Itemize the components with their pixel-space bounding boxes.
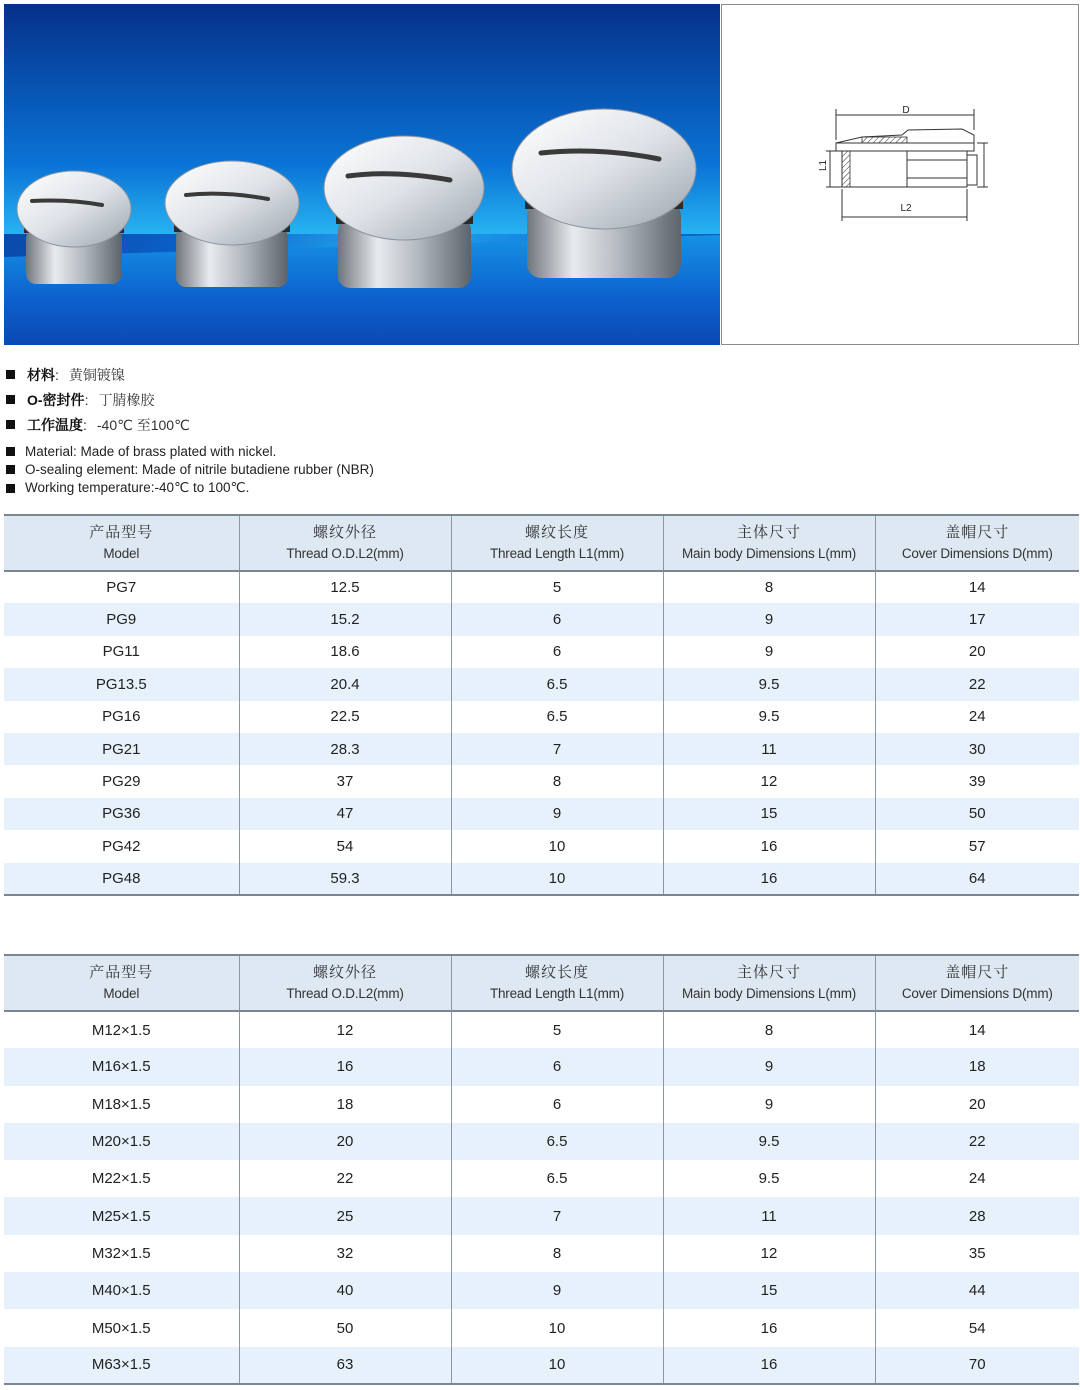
table-cell: 16 [663, 830, 875, 862]
table-cell: 50 [239, 1309, 451, 1346]
column-header-cn: 螺纹长度 [524, 963, 589, 981]
table-cell: 9 [451, 798, 663, 830]
bullet-icon [6, 420, 15, 429]
spec-separator: : [84, 391, 89, 408]
table-row [4, 603, 1079, 635]
table-body [4, 1011, 1079, 1384]
table-cell: 24 [875, 701, 1079, 733]
label-d: D [902, 105, 910, 116]
column-header [239, 515, 451, 571]
column-header-en: Thread Length L1(mm) [489, 986, 625, 1001]
table-cell: 15.2 [239, 603, 451, 635]
column-header [875, 515, 1079, 571]
column-header-en: Thread O.D.L2(mm) [286, 546, 404, 561]
column-header-en: Model [103, 986, 140, 1001]
table-cell: 8 [663, 1011, 875, 1048]
pg-size-table [4, 514, 1079, 896]
table-header-row [4, 515, 1079, 571]
table-row [4, 1309, 1079, 1346]
table-cell: 30 [875, 733, 1079, 765]
table-cell: 8 [451, 1235, 663, 1272]
table-cell: 22 [875, 668, 1079, 700]
column-header-en: Main body Dimensions L(mm) [681, 546, 857, 561]
spec-en-material [6, 442, 706, 461]
table-cell: 32 [239, 1235, 451, 1272]
table-cell: 22 [875, 1123, 1079, 1160]
table-cell: 20 [239, 1123, 451, 1160]
table-cell: 12 [239, 1011, 451, 1048]
table-row [4, 765, 1079, 797]
table-cell: 8 [663, 571, 875, 603]
table-cell: PG29 [102, 773, 141, 791]
column-header-cn: 螺纹长度 [524, 523, 589, 541]
table-cell: M25×1.5 [4, 1197, 239, 1234]
table-cell: PG16 [102, 708, 141, 726]
table-cell: M18×1.5 [91, 1095, 151, 1113]
table-cell: 28 [875, 1197, 1079, 1234]
column-header [663, 955, 875, 1011]
bullet-icon [6, 484, 15, 493]
spec-key: 工作温度 [27, 416, 83, 433]
table-cell: 14 [875, 1011, 1079, 1048]
table-cell: 12 [663, 1235, 875, 1272]
column-header [875, 955, 1079, 1011]
table-cell: 9.5 [663, 1123, 875, 1160]
table-cell: 35 [875, 1235, 1079, 1272]
table-cell: 22.5 [239, 701, 451, 733]
spec-en-seal [6, 461, 706, 480]
column-header [451, 515, 663, 571]
table-cell: 37 [239, 765, 451, 797]
table-cell: PG11 [102, 643, 140, 661]
table-cell: 57 [875, 830, 1079, 862]
plug-small [14, 169, 134, 294]
table-cell: 20.4 [239, 668, 451, 700]
table-row [4, 571, 1079, 603]
column-header [4, 955, 239, 1011]
column-header-cn: 产品型号 [89, 963, 154, 981]
product-photo-banner [4, 4, 720, 345]
table-cell: 9.5 [663, 668, 875, 700]
plug-medium-small [162, 159, 302, 294]
table-cell: 9.5 [663, 1160, 875, 1197]
bullet-icon [6, 370, 15, 379]
table-cell: 50 [875, 798, 1079, 830]
spec-en-text: Material: Made of brass plated with nickel. [25, 443, 277, 459]
column-header-cn: 螺纹外径 [312, 523, 377, 541]
table-cell: 6.5 [451, 1160, 663, 1197]
table-cell: 5 [451, 1011, 663, 1048]
table-cell: PG7 [106, 579, 137, 597]
table-cell: 15 [663, 1272, 875, 1309]
spec-value: 丁腈橡胶 [98, 391, 155, 408]
table-cell: 5 [451, 571, 663, 603]
table-cell: M40×1.5 [4, 1272, 239, 1309]
table-cell: 64 [875, 863, 1079, 895]
column-header-en: Cover Dimensions D(mm) [901, 546, 1053, 561]
column-header-en: Main body Dimensions L(mm) [681, 986, 857, 1001]
column-header-en: Cover Dimensions D(mm) [901, 986, 1053, 1001]
column-header [239, 955, 451, 1011]
specs-english [6, 442, 706, 498]
table-cell: 54 [875, 1309, 1079, 1346]
label-l1: L1 [818, 159, 829, 171]
table-cell: 59.3 [239, 863, 451, 895]
table-cell: M16×1.5 [4, 1048, 239, 1085]
table-row [4, 1347, 1079, 1384]
table-cell: 14 [875, 571, 1079, 603]
plug-large [509, 107, 699, 282]
table-cell: 6 [451, 1086, 663, 1123]
table-cell: 11 [663, 733, 875, 765]
spec-key: 材料 [27, 366, 55, 383]
spec-seal [6, 387, 706, 412]
table-row [4, 701, 1079, 733]
table-cell: 16 [663, 1347, 875, 1384]
table-cell: PG42 [102, 837, 141, 855]
plug-medium-large [322, 134, 487, 294]
table-row [4, 1160, 1079, 1197]
table-row [4, 1272, 1079, 1309]
table-cell: 24 [875, 1160, 1079, 1197]
bullet-icon [6, 465, 15, 474]
table-cell: 54 [239, 830, 451, 862]
table-cell: 7 [451, 733, 663, 765]
table-cell: 9.5 [663, 701, 875, 733]
table-cell: 7 [451, 1197, 663, 1234]
column-header-cn: 盖帽尺寸 [945, 963, 1010, 981]
table-row [4, 1235, 1079, 1272]
table-cell: 9 [663, 603, 875, 635]
spec-separator: : [55, 366, 59, 383]
column-header-en: Model [103, 546, 140, 561]
table-cell: 22 [239, 1160, 451, 1197]
table-cell: 9 [663, 636, 875, 668]
spec-en-text: O-sealing element: Made of nitrile butadiene rubber (NBR) [25, 462, 374, 478]
spec-en-text: Working temperature:-40℃ to 100℃. [25, 480, 250, 496]
column-header [451, 955, 663, 1011]
table-row [4, 830, 1079, 862]
column-header-en: Thread O.D.L2(mm) [286, 986, 404, 1001]
table-row [4, 1123, 1079, 1160]
table-cell: M12×1.5 [91, 1021, 151, 1039]
column-header-cn: 主体尺寸 [736, 523, 801, 541]
table-cell: 25 [239, 1197, 451, 1234]
table-cell: 18 [239, 1086, 451, 1123]
table-cell: 11 [663, 1197, 875, 1234]
table-cell: 18.6 [239, 636, 451, 668]
table-cell: 18 [875, 1048, 1079, 1085]
table-cell: 12 [663, 765, 875, 797]
column-header-cn: 主体尺寸 [736, 963, 801, 981]
table-row [4, 863, 1079, 895]
spec-key: O-密封件 [27, 391, 85, 408]
column-header-cn: 产品型号 [89, 523, 154, 541]
table-cell: M63×1.5 [4, 1347, 239, 1384]
table-cell: 16 [663, 863, 875, 895]
table-row [4, 636, 1079, 668]
table-cell: PG48 [4, 863, 239, 895]
table-cell: M22×1.5 [91, 1170, 151, 1188]
table-cell: 44 [875, 1272, 1079, 1309]
spec-temperature [6, 412, 706, 437]
table-cell: PG21 [4, 733, 239, 765]
table-cell: 70 [875, 1347, 1079, 1384]
table-cell: 16 [239, 1048, 451, 1085]
table-cell: 17 [875, 603, 1079, 635]
table-cell: PG36 [4, 798, 239, 830]
column-header [663, 515, 875, 571]
table-cell: 47 [239, 798, 451, 830]
table-cell: 10 [451, 1309, 663, 1346]
table-cell: 20 [875, 1086, 1079, 1123]
table-cell: 12.5 [239, 571, 451, 603]
table-row [4, 1086, 1079, 1123]
table-cell: 9 [663, 1048, 875, 1085]
table-cell: PG13.5 [4, 668, 239, 700]
table-row [4, 1011, 1079, 1048]
bullet-icon [6, 395, 15, 404]
column-header-cn: 螺纹外径 [312, 963, 377, 981]
table-cell: M20×1.5 [4, 1123, 239, 1160]
column-header-cn: 盖帽尺寸 [945, 523, 1010, 541]
table-cell: 6.5 [451, 1123, 663, 1160]
table-cell: PG9 [4, 603, 239, 635]
bullet-icon [6, 447, 15, 456]
spec-value: 黄铜镀镍 [68, 366, 125, 383]
table-cell: 6.5 [451, 668, 663, 700]
specs-chinese [6, 362, 706, 437]
metric-size-table [4, 954, 1079, 1385]
spec-material [6, 362, 706, 387]
dimension-diagram [721, 4, 1079, 345]
table-cell: 10 [451, 830, 663, 862]
table-cell: 20 [875, 636, 1079, 668]
column-header [4, 515, 239, 571]
table-cell: 9 [663, 1086, 875, 1123]
table-cell: M32×1.5 [91, 1244, 151, 1262]
table-cell: 6.5 [451, 701, 663, 733]
table-row [4, 733, 1079, 765]
table-cell: 10 [451, 1347, 663, 1384]
table-cell: 16 [663, 1309, 875, 1346]
label-l2: L2 [900, 203, 912, 214]
table-row [4, 1197, 1079, 1234]
table-body [4, 571, 1079, 895]
table-cell: 8 [451, 765, 663, 797]
table-header-row [4, 955, 1079, 1011]
table-cell: 9 [451, 1272, 663, 1309]
table-cell: 28.3 [239, 733, 451, 765]
table-cell: 40 [239, 1272, 451, 1309]
table-cell: M50×1.5 [91, 1319, 151, 1337]
table-cell: 10 [451, 863, 663, 895]
spec-separator: : [83, 416, 87, 433]
table-cell: 6 [451, 603, 663, 635]
table-cell: 6 [451, 636, 663, 668]
column-header-en: Thread Length L1(mm) [489, 546, 625, 561]
table-cell: 15 [663, 798, 875, 830]
table-row [4, 798, 1079, 830]
table-cell: 6 [451, 1048, 663, 1085]
spec-value: -40℃ 至100℃ [96, 416, 190, 433]
table-row [4, 1048, 1079, 1085]
table-cell: 39 [875, 765, 1079, 797]
spec-en-temperature [6, 479, 706, 498]
table-row [4, 668, 1079, 700]
table-cell: 63 [239, 1347, 451, 1384]
